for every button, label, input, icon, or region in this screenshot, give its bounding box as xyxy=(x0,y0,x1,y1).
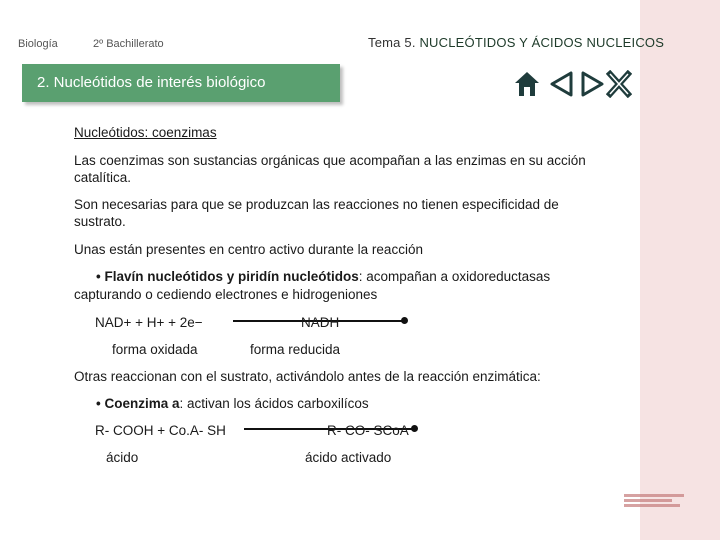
equation-2-right: R- CO- SCoA xyxy=(327,423,409,438)
section-title: 2. Nucleótidos de interés biológico xyxy=(37,74,266,91)
bullet-flavin-line-2: capturando o cediendo electrones e hidrogeniones xyxy=(74,287,378,302)
equation-2-left-label: ácido xyxy=(106,450,139,465)
subject-label: Biología xyxy=(18,38,58,50)
course-label: 2º Bachillerato xyxy=(93,38,164,50)
next-icon[interactable] xyxy=(579,70,605,98)
faint-logo-watermark xyxy=(624,494,686,510)
close-icon[interactable] xyxy=(606,70,632,98)
content-heading: Nucleótidos: coenzimas xyxy=(74,125,217,140)
section-banner xyxy=(22,64,340,102)
bullet-flavin-rest: : acompañan a oxidoreductasas xyxy=(358,269,551,284)
previous-icon[interactable] xyxy=(549,70,575,98)
paragraph-4: Otras reaccionan con el sustrato, activándolo antes de la reacción enzimática: xyxy=(74,369,541,384)
equation-1-right-label: forma reducida xyxy=(250,342,341,357)
decorative-side-panel xyxy=(640,0,720,540)
paragraph-3: Unas están presentes en centro activo durante la reacción xyxy=(74,242,423,257)
bullet-coenzima-bold: • Coenzima a xyxy=(96,396,180,411)
equation-1-left-label: forma oxidada xyxy=(112,342,198,357)
topic-name: NUCLEÓTIDOS Y ÁCIDOS NUCLEICOS xyxy=(419,35,665,50)
paragraph-2-line-2: sustrato. xyxy=(74,214,126,229)
bullet-flavin xyxy=(96,268,550,286)
paragraph-1-line-1: Las coenzimas son sustancias orgánicas que acompañan a las enzimas en su acción xyxy=(74,153,586,168)
equation-2-right-label: ácido activado xyxy=(305,450,392,465)
bullet-flavin-bold: • Flavín nucleótidos y piridín nucleótidos xyxy=(96,269,359,284)
topic-title xyxy=(368,35,664,50)
paragraph-1-line-2: catalítica. xyxy=(74,170,132,185)
bullet-coenzima xyxy=(96,395,369,413)
topic-prefix: Tema 5. xyxy=(368,35,416,50)
equation-1-left: NAD+ + H+ + 2e− xyxy=(95,315,203,330)
paragraph-2-line-1: Son necesarias para que se produzcan las reacciones no tienen especificidad de xyxy=(74,197,559,212)
home-icon[interactable] xyxy=(514,70,540,98)
equation-1-right: NADH xyxy=(301,315,340,330)
bullet-coenzima-rest: : activan los ácidos carboxilícos xyxy=(179,396,369,411)
equation-2-left: R- COOH + Co.A- SH xyxy=(95,423,226,438)
